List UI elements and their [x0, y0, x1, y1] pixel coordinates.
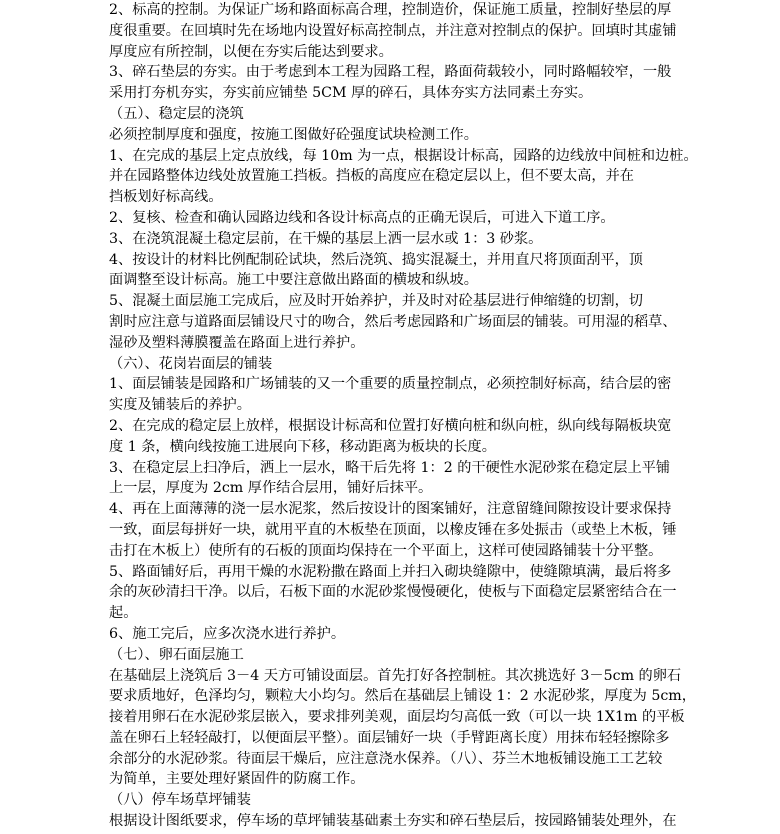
document-body	[109, 0, 698, 832]
text-line: 4、再在上面薄薄的浇一层水泥浆，然后按设计的图案铺好，注意留缝间隙按设计要求保持	[109, 501, 672, 518]
text-line: 1、在完成的基层上定点放线，每 10m 为一点，根据设计标高，园路的边线放中间桩和边桩。	[109, 147, 698, 164]
text-line: 挡板划好标高线。	[109, 189, 223, 206]
text-line: 余的灰砂清扫干净。以后，石板下面的水泥砂浆慢慢硬化，使板与下面稳定层紧密结合在一	[109, 584, 677, 601]
text-line: 度很重要。在回填时先在场地内设置好标高控制点，并注意对控制点的保护。回填时其虚铺	[109, 22, 677, 39]
text-line: 击打在木板上）使所有的石板的顶面均保持在一个平面上，这样可使园路铺装十分平整。	[109, 542, 663, 559]
text-line: 实度及铺装后的养护。	[109, 397, 251, 414]
text-line: 2、复核、检查和确认园路边线和各设计标高点的正确无误后，可进入下道工序。	[109, 209, 615, 226]
text-line: 2、标高的控制。为保证广场和路面标高合理，控制造价，保证施工质量，控制好垫层的厚	[109, 2, 672, 18]
text-line: （五）、稳定层的浇筑	[109, 105, 244, 122]
text-line: 根据设计图纸要求，停车场的草坪铺装基础素土夯实和碎石垫层后，按园路铺装处理外，在	[109, 813, 677, 830]
text-line: 为简单，主要处理好紧固件的防腐工作。	[109, 771, 365, 788]
text-line: （七）、卵石面层施工	[109, 646, 244, 663]
text-line: 采用打夯机夯实，夯实前应铺垫 5CM 厚的碎石，具体夯实方法同素土夯实。	[109, 85, 593, 102]
text-line: （六）、花岗岩面层的铺装	[109, 355, 273, 372]
text-line: 割时应注意与道路面层铺设尺寸的吻合，然后考虑园路和广场面层的铺装。可用湿的稻草、	[109, 313, 677, 330]
text-line: 要求质地好，色泽均匀，颗粒大小均匀。然后在基础层上铺设 1：2 水泥砂浆，厚度为 5cm，	[109, 688, 696, 705]
text-line: 余部分的水泥砂浆。待面层干燥后，应注意浇水保养。（八）、芬兰木地板铺设施工工艺较	[109, 750, 663, 767]
text-line: 5、混凝土面层施工完成后，应及时开始养护，并及时对砼基层进行伸缩缝的切割，切	[109, 293, 643, 310]
text-line: 必须控制厚度和强度，按施工图做好砼强度试块检测工作。	[109, 126, 478, 143]
text-line: 上一层，厚度为 2cm 厚作结合层用，铺好后抹平。	[109, 480, 433, 497]
text-line: 在基础层上浇筑后 3－4 天方可铺设面层。首先打好各控制桩。其次挑选好 3－5cm 的卵石	[109, 667, 682, 684]
text-line: 2、在完成的稳定层上放样，根据设计标高和位置打好横向桩和纵向桩，纵向线每隔板块宽	[109, 417, 672, 434]
text-line: 一致，面层每拼好一块，就用平直的木板垫在顶面，以橡皮锤在多处振击（或垫上木板，锤	[109, 521, 677, 538]
text-line: （八）停车场草坪铺装	[109, 792, 251, 809]
text-line: 3、在稳定层上扫净后，洒上一层水，略干后先将 1：2 的干硬性水泥砂浆在稳定层上平铺	[109, 459, 671, 476]
text-line: 面调整至设计标高。施工中要注意做出路面的横坡和纵坡。	[109, 272, 478, 289]
text-line: 3、在浇筑混凝土稳定层前，在干燥的基层上洒一层水或 1：3 砂浆。	[109, 230, 543, 247]
text-line: 并在园路整体边线处放置施工挡板。挡板的高度应在稳定层以上，但不要太高，并在	[109, 168, 634, 185]
text-line: 5、路面铺好后，再用干燥的水泥粉撒在路面上并扫入砌块缝隙中，使缝隙填满，最后将多	[109, 563, 672, 580]
text-line: 湿砂及塑料薄膜覆盖在路面上进行养护。	[109, 334, 365, 351]
text-line: 6、施工完后，应多次浇水进行养护。	[109, 625, 346, 642]
text-line: 盖在卵石上轻轻敲打，以便面层平整）。面层铺好一块（手臂距离长度）用抹布轻轻擦除多	[109, 729, 670, 746]
text-line: 1、面层铺装是园路和广场铺装的又一个重要的质量控制点，必须控制好标高，结合层的密	[109, 376, 672, 393]
text-line: 接着用卵石在水泥砂浆层嵌入，要求排列美观，面层均匀高低一致（可以一块 1X1m 的平板	[109, 709, 685, 726]
text-line: 度 1 条，横向线按施工进展向下移，移动距离为板块的长度。	[109, 438, 496, 455]
text-line: 厚度应有所控制，以便在夯实后能达到要求。	[109, 43, 393, 60]
text-line: 3、碎石垫层的夯实。由于考虑到本工程为园路工程，路面荷载较小，同时路幅较窄，一般	[109, 64, 672, 81]
text-line: 起。	[109, 605, 138, 622]
text-line: 4、按设计的材料比例配制砼试块，然后浇筑、捣实混凝土，并用直尺将顶面刮平，顶	[109, 251, 643, 268]
